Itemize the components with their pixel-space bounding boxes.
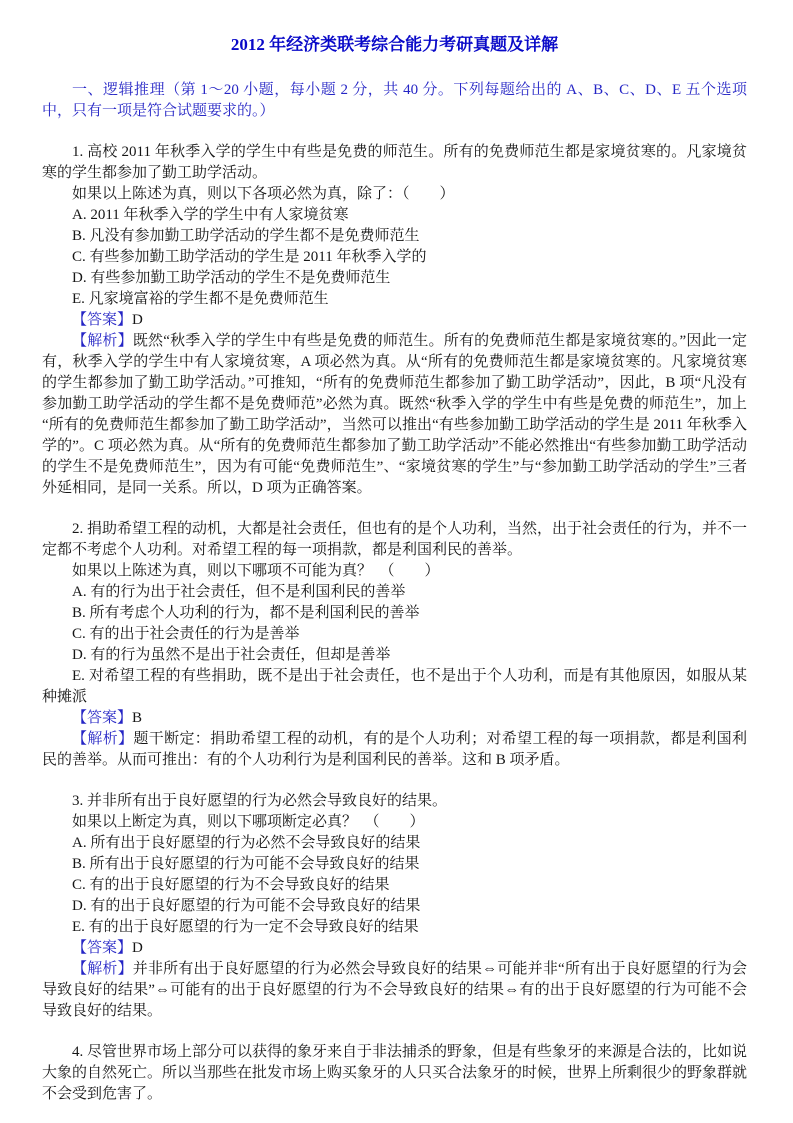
question-1	[42, 142, 747, 499]
question-3	[42, 791, 747, 1022]
option-e: E. 对希望工程的有些捐助，既不是出于社会责任，也不是出于个人功利，而是有其他原因，如服从某种摊派	[42, 668, 747, 705]
option-c: C. 有的出于良好愿望的行为不会导致良好的结果	[72, 877, 390, 893]
option-b: B. 凡没有参加勤工助学活动的学生都不是免费师范生	[72, 228, 420, 244]
analysis-line	[42, 959, 747, 1022]
question-prompt: 如果以上陈述为真，则以下各项必然为真，除了：（ ）	[72, 186, 455, 202]
question-prompt: 如果以上断定为真，则以下哪项断定必真？ （ ）	[72, 814, 425, 830]
question-prompt: 如果以上陈述为真，则以下哪项不可能为真？ （ ）	[72, 563, 440, 579]
analysis-line	[42, 729, 747, 771]
option-b: B. 所有出于良好愿望的行为可能不会导致良好的结果	[72, 856, 420, 872]
question-stem: 2. 捐助希望工程的动机，大都是社会责任，但也有的是个人功利，当然，出于社会责任的行为，并不一定都不考虑个人功利。对希望工程的每一项捐款，都是利国利民的善举。	[42, 521, 748, 558]
option-e: E. 有的出于良好愿望的行为一定不会导致良好的结果	[72, 919, 419, 935]
analysis-line	[42, 331, 747, 499]
analysis-label: 【解析】	[72, 333, 133, 349]
analysis-text: 并非所有出于良好愿望的行为必然会导致良好的结果⇔可能并非“所有出于良好愿望的行为会导致良好的结果”⇔可能有的出于良好愿望的行为不会导致良好的结果⇔有的出于良好愿望的行为可能不会导致良好的结果。	[42, 961, 747, 1019]
answer-line	[42, 310, 747, 331]
answer-line	[42, 708, 747, 729]
option-d: D. 有的出于良好愿望的行为可能不会导致良好的结果	[72, 898, 421, 914]
question-2	[42, 519, 747, 771]
question-stem: 1. 高校 2011 年秋季入学的学生中有些是免费的师范生。所有的免费师范生都是家境贫寒的。凡家境贫寒的学生都参加了勤工助学活动。	[42, 144, 747, 181]
option-e: E. 凡家境富裕的学生都不是免费师范生	[72, 291, 329, 307]
option-c: C. 有的出于社会责任的行为是善举	[72, 626, 300, 642]
answer-label: 【答案】	[72, 940, 133, 956]
analysis-label: 【解析】	[72, 961, 133, 977]
answer-label: 【答案】	[72, 710, 133, 726]
question-stem: 4. 尽管世界市场上部分可以获得的象牙来自于非法捕杀的野象，但是有些象牙的来源是合法的，比如说大象的自然死亡。所以当那些在批发市场上购买象牙的人只买合法象牙的时候，世界上所剩很少的野象群就不会受到危害了。	[42, 1044, 748, 1102]
option-d: D. 有些参加勤工助学活动的学生不是免费师范生	[72, 270, 391, 286]
option-c: C. 有些参加勤工助学活动的学生是 2011 年秋季入学的	[72, 249, 427, 265]
answer-value: D	[132, 940, 143, 956]
option-a: A. 有的行为出于社会责任，但不是利国利民的善举	[72, 584, 406, 600]
question-4	[42, 1042, 747, 1105]
answer-value: D	[132, 312, 143, 328]
page-title: 2012 年经济类联考综合能力考研真题及详解	[230, 35, 559, 54]
analysis-label: 【解析】	[72, 731, 134, 747]
answer-value: B	[132, 710, 143, 726]
option-a: A. 2011 年秋季入学的学生中有人家境贫寒	[72, 207, 349, 223]
section-header: 一、逻辑推理（第 1～20 小题，每小题 2 分，共 40 分。下列每题给出的 A、B、C、D、E 五个选项中，只有一项是符合试题要求的。）	[42, 82, 747, 119]
question-stem: 3. 并非所有出于良好愿望的行为必然会导致良好的结果。	[72, 793, 448, 809]
analysis-text: 题干断定：捐助希望工程的动机，有的是个人功利；对希望工程的每一项捐款，都是利国利民的善举。从而可推出：有的个人功利行为是利国利民的善举。这和 B 项矛盾。	[42, 731, 747, 768]
option-a: A. 所有出于良好愿望的行为必然不会导致良好的结果	[72, 835, 421, 851]
option-d: D. 有的行为虽然不是出于社会责任，但却是善举	[72, 647, 391, 663]
option-b: B. 所有考虑个人功利的行为，都不是利国利民的善举	[72, 605, 420, 621]
answer-line	[42, 938, 747, 959]
analysis-text: 既然“秋季入学的学生中有些是免费的师范生。所有的免费师范生都是家境贫寒的。”因此一定有，秋季入学的学生中有人家境贫寒，A 项必然为真。从“所有的免费师范生都是家境贫寒的。凡家境贫寒的学生都参加了勤工助学活动。”可推知，“所有的免费师范生都参加了勤工助学活动”，因此，B 项“凡没有参加勤工助学活动的学生都不是免费师范”必然为真。既然“秋季入学的学生中有些是免费的师范生”，加上“所有的免费师范生都参加了勤工助学活动”，当然可以推出“有些参加勤工助学活动的学生是 2011 年秋季入学的”。C 项必然为真。从“所有的免费师范生都参加了勤工助学活动”不能必然推出“有些参加勤工助学活动的学生不是免费师范生”，因为有可能“免费师范生”、“家境贫寒的学生”与“参加勤工助学活动的学生”三者外延相同，是同一关系。所以，D 项为正确答案。	[42, 333, 747, 496]
answer-label: 【答案】	[72, 312, 133, 328]
